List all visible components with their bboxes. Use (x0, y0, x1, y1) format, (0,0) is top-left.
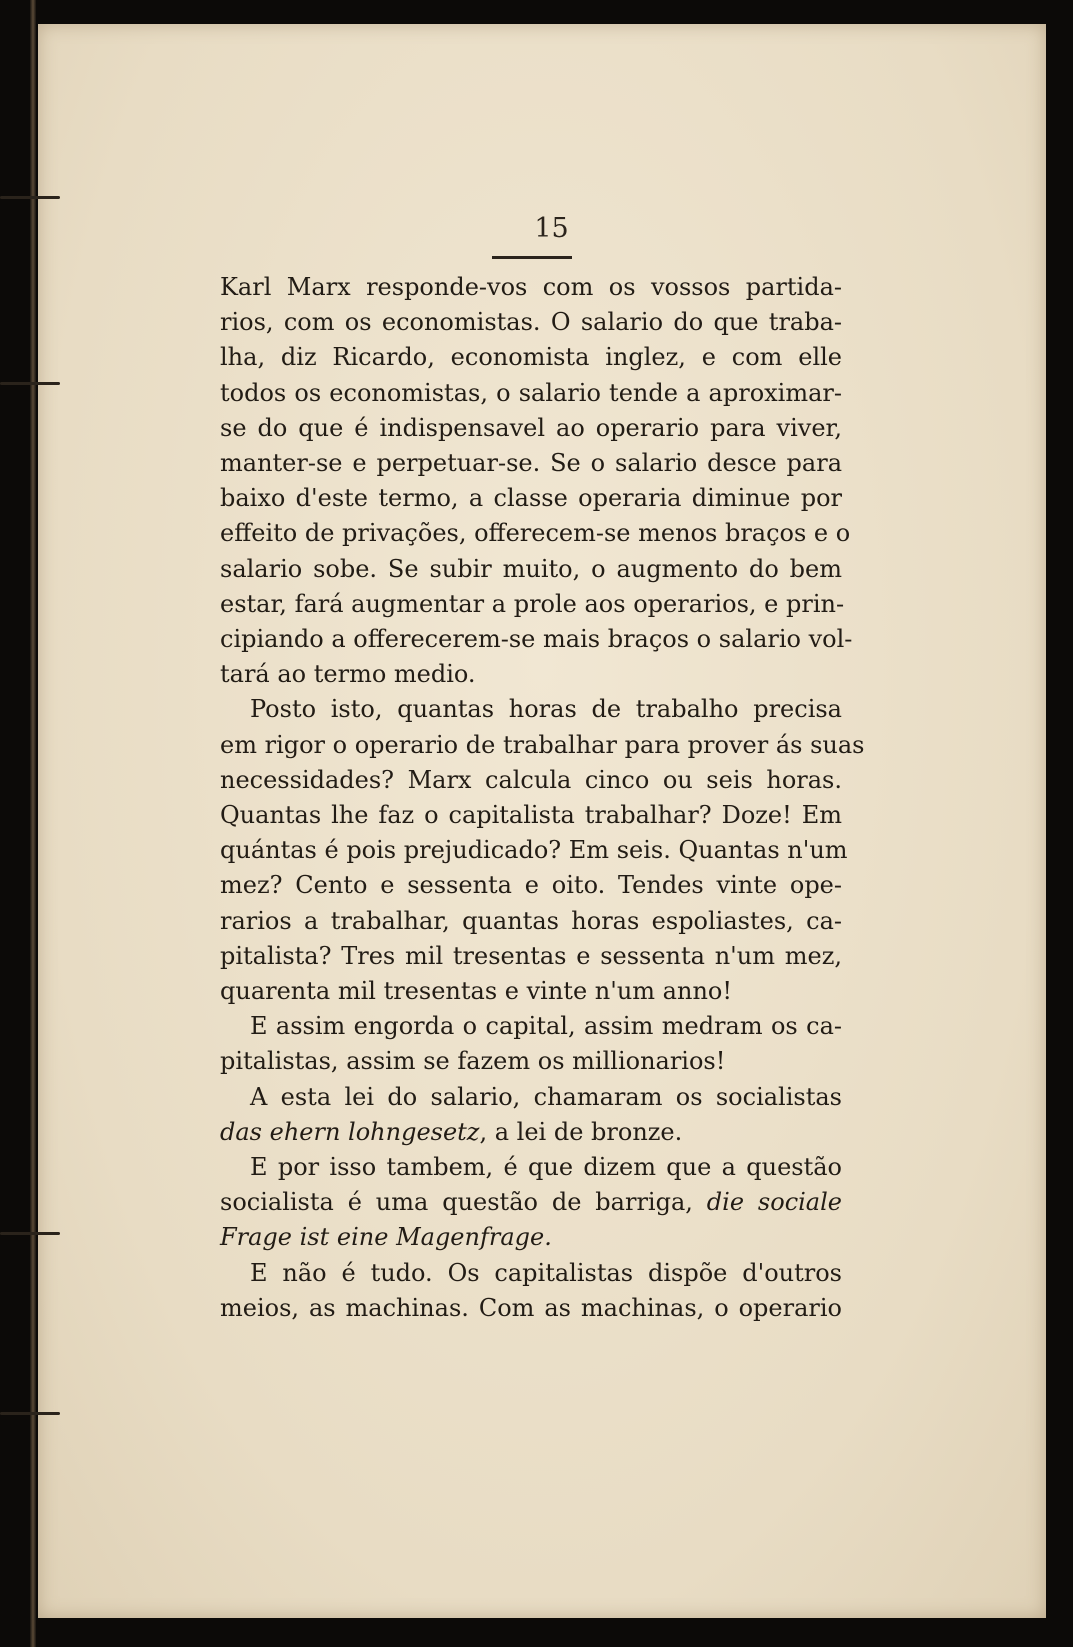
text-line (220, 1115, 842, 1150)
text-line: rarios a trabalhar, quantas horas espoliastes, ca- (220, 906, 842, 935)
text-line: Quantas lhe faz o capitalista trabalhar? Doze! Em (220, 801, 842, 830)
text-line: todos os economistas, o salario tende a aproximar- (220, 378, 842, 407)
text-line: E assim engorda o capital, assim medram os ca- (250, 1012, 842, 1041)
text-line: estar, fará augmentar a prole aos operarios, e prin- (220, 589, 845, 618)
text-line: quántas é pois prejudicado? Em seis. Quantas n'um (220, 836, 848, 865)
text-line: cipiando a offerecerem-se mais braços o salario vol- (220, 625, 853, 654)
body-text (220, 270, 865, 1326)
binding-stitch (0, 1232, 60, 1235)
text-line: Karl Marx responde-vos com os vossos partida- (220, 273, 842, 301)
text-line: tará ao termo medio. (220, 660, 476, 689)
text-line: Frage ist eine Magenfrage. (220, 1223, 552, 1252)
text-line: mez? Cento e sessenta e oito. Tendes vinte ope- (220, 871, 842, 900)
text-fragment: socialista é uma questão de barriga, (220, 1188, 707, 1217)
text-line: lha, diz Ricardo, economista inglez, e com elle (220, 343, 842, 372)
book-spine (30, 0, 36, 1647)
text-line: pitalista? Tres mil tresentas e sessenta n'um mez, (220, 941, 842, 970)
italic-phrase: das ehern lohngesetz (220, 1117, 480, 1146)
header-rule (492, 256, 572, 259)
text-line: quarenta mil tresentas e vinte n'um anno! (220, 977, 732, 1006)
text-fragment: , a lei de bronze. (479, 1117, 683, 1146)
text-line: rios, com os economistas. O salario do que traba- (220, 308, 842, 337)
text-line: se do que é indispensavel ao operario para viver, (220, 413, 842, 442)
text-line: necessidades? Marx calcula cinco ou seis horas. (220, 765, 842, 794)
text-line: A esta lei do salario, chamaram os socialistas (250, 1082, 842, 1111)
text-line (220, 1185, 842, 1220)
text-line: Posto isto, quantas horas de trabalho precisa (250, 695, 842, 724)
binding-stitch (0, 196, 60, 199)
text-line: meios, as machinas. Com as machinas, o operario (220, 1293, 842, 1322)
binding-stitch (0, 1412, 60, 1415)
text-line: pitalistas, assim se fazem os millionarios! (220, 1047, 726, 1076)
italic-phrase: die sociale (706, 1188, 842, 1217)
text-line: E por isso tambem, é que dizem que a questão (250, 1153, 842, 1182)
text-line: manter-se e perpetuar-se. Se o salario desce para (220, 449, 842, 478)
text-line: effeito de privações, offerecem-se menos braços e o (220, 519, 851, 548)
text-line: em rigor o operario de trabalhar para prover ás suas (220, 730, 865, 759)
text-line: salario sobe. Se subir muito, o augmento do bem (220, 554, 842, 583)
page-number: 15 (534, 213, 569, 244)
text-line: baixo d'este termo, a classe operaria diminue por (220, 484, 842, 513)
text-line: E não é tudo. Os capitalistas dispõe d'outros (250, 1258, 842, 1287)
binding-stitch (0, 382, 60, 385)
